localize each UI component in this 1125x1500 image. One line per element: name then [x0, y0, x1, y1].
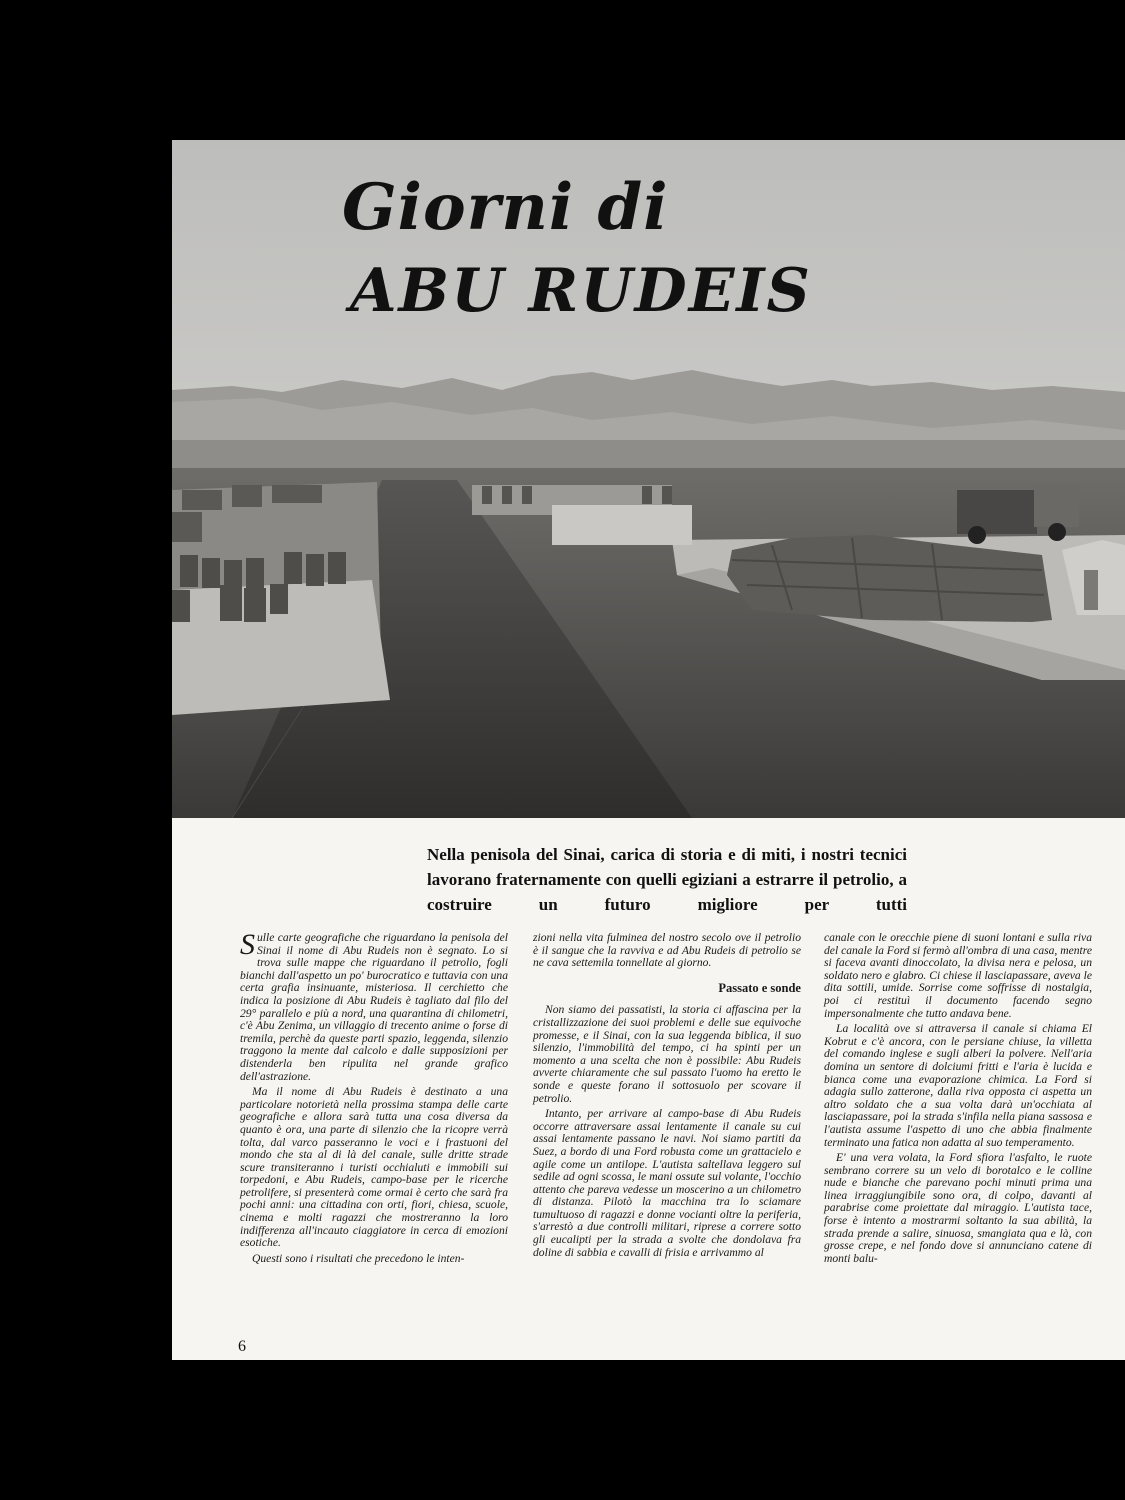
- column-3-paragraph-1: canale con le orecchie piene di suoni lontani e sulla riva del canale la Ford si fermò all'ombra di una casa, mentre si faceva avanti dinoccolato, la divisa nera e pelosa, un soldato nero e glabro. Ci chiese il lasciapassare, aveva le dita sottili, umide. Sorrise come soffrisse di nostalgia, poi ci restituì il documento facendo segno impersonalmente che tutto andava bene.: [824, 931, 1092, 1020]
- article-column-1: [240, 928, 508, 1268]
- column-1-paragraph-3: Questi sono i risultati che precedono le inten-: [252, 1251, 465, 1265]
- column-1-paragraph-2: Ma il nome di Abu Rudeis è destinato a una particolare notorietà nella prossima stampa delle carte geografiche e allora sarà tutta una cosa diversa da quanto è ora, una parte di silenzio che la ricopre verrà tolta, dal varco passeranno le voci e i frastuoni del mondo che sta al di là del canale, sulle dritte strade scure transiteranno i turisti occhialuti e immobili sui torpedoni, e Abu Rudeis, campo-base per le ricerche petrolifere, si presenterà come ormai è certo che sarà fra pochi anni: una cittadina con orti, fiori, chiesa, scuole, cinema e molti ragazzi che mostreranno la loro indifferenza all'incauto ciaggiatore in cerca di emozioni esotiche.: [240, 1085, 508, 1250]
- column-3-paragraph-2: La località ove si attraversa il canale si chiama El Kobrut e c'è ancora, con le persiane chiuse, la villetta del comando inglese e sugli alberi la polvere. Nell'aria domina un sentore di dolciumi fritti e l'aria è lucida e bianca come una evaporazione chimica. La Ford si adagia sullo zatterone, dalla riva opposta ci aspetta un altro soldato che a sua volta darà un'occhiata al lasciapassare, poi la strada s'infila nella piana sassosa e l'autista assume l'aspetto di uno che abbia finalmente terminato una fatica non adatta al suo temperamento.: [824, 1022, 1092, 1149]
- column-2-paragraph-2: Non siamo dei passatisti, la storia ci affascina per la cristallizzazione dei suoi problemi e delle sue equivoche promesse, e il Sinai, con la sua leggenda biblica, il suo silenzio, l'immobilità del tempo, ci ha spinti per un momento a una scelta che non è possibile: Abu Rudeis avverte chiaramente che sul passato l'uomo ha eretto le sonde e queste forano il sottosuolo per scovare il petrolio.: [533, 1003, 801, 1105]
- desert-camp-photo: [172, 140, 1125, 818]
- column-3-paragraph-3: E' una vera volata, la Ford sfiora l'asfalto, le ruote sembrano correre su un velo di borotalco e le colline nude e bianche che parevano pochi minuti prima una linea irraggiungibile sono ora, di colpo, davanti al parabrise come proiettate dal miraggio. L'autista tace, forse è intento a mostrarmi soltanto la sua abilità, la strada prende a salire, sinuosa, smangiata qua e là, con grosse crepe, e nel fondo dove si annunciano catene di monti balu-: [824, 1151, 1092, 1265]
- magazine-page: [172, 140, 1125, 1360]
- column-1-paragraph-1-text: ulle carte geografiche che riguardano la penisola del Sinai il nome di Abu Rudeis non è segnato. Lo si trova sulle mappe che riguardano il petrolio, fogli bianchi dall'aspetto un po' burocratico e tuttavia con una certa grafia insinuante, misteriosa. Il cerchietto che indica la posizione di Abu Rudeis è tagliato dal filo del 29° parallelo e più a nord, una quarantina di chilometri, c'è Abu Zenima, un villaggio di trecento anime o forse di tremila, perchè da queste parti spazio, leggenda, silenzio traggono la mente dal calcolo e dalle supposizioni per distenderla ben ripulita nel grande grafico dell'astrazione.: [240, 931, 508, 1083]
- column-2-paragraph-3: Intanto, per arrivare al campo-base di Abu Rudeis occorre attraversare assai lentamente il canale su cui assai lentamente passano le navi. Noi siamo partiti da Suez, a bordo di una Ford robusta come un grattacielo e agile come un antilope. L'autista saltellava leggero sul sedile ad ogni scossa, le mani ossute sul volante, l'occhio attento che pareva vedesse un moscerino a un chilometro di distanza. Pilotò la macchina tra lo sciamare tumultuoso di ragazzi e donne vocianti oltre la periferia, s'arrestò a due controlli militari, riprese a correre sotto gli eucalipti per la strada a svolte che dondolava fra doline di sabbia e cavalli di frisia e arrivammo al: [533, 1107, 801, 1259]
- article-column-3: [824, 932, 1092, 1268]
- lead-paragraph: Nella penisola del Sinai, carica di storia e di miti, i nostri tecnici lavorano fraternamente con quelli egiziani a estrarre il petrolio, a costruire un futuro migliore per tutti: [427, 845, 907, 914]
- column-1-paragraph-1: [240, 928, 508, 1083]
- drop-cap: S: [240, 928, 255, 961]
- page-number: 6: [238, 1338, 246, 1355]
- title-line-2: ABU RUDEIS: [350, 256, 812, 326]
- article-column-2: [533, 932, 801, 1262]
- section-subhead: Passato e sonde: [718, 980, 801, 995]
- column-2-paragraph-1: zioni nella vita fulminea del nostro secolo ove il petrolio è il sangue che la ravviva e ad Abu Rudeis di petrolio se ne cava settemila tonnellate al giorno.: [533, 931, 801, 970]
- title-line-1: Giorni di: [342, 170, 669, 245]
